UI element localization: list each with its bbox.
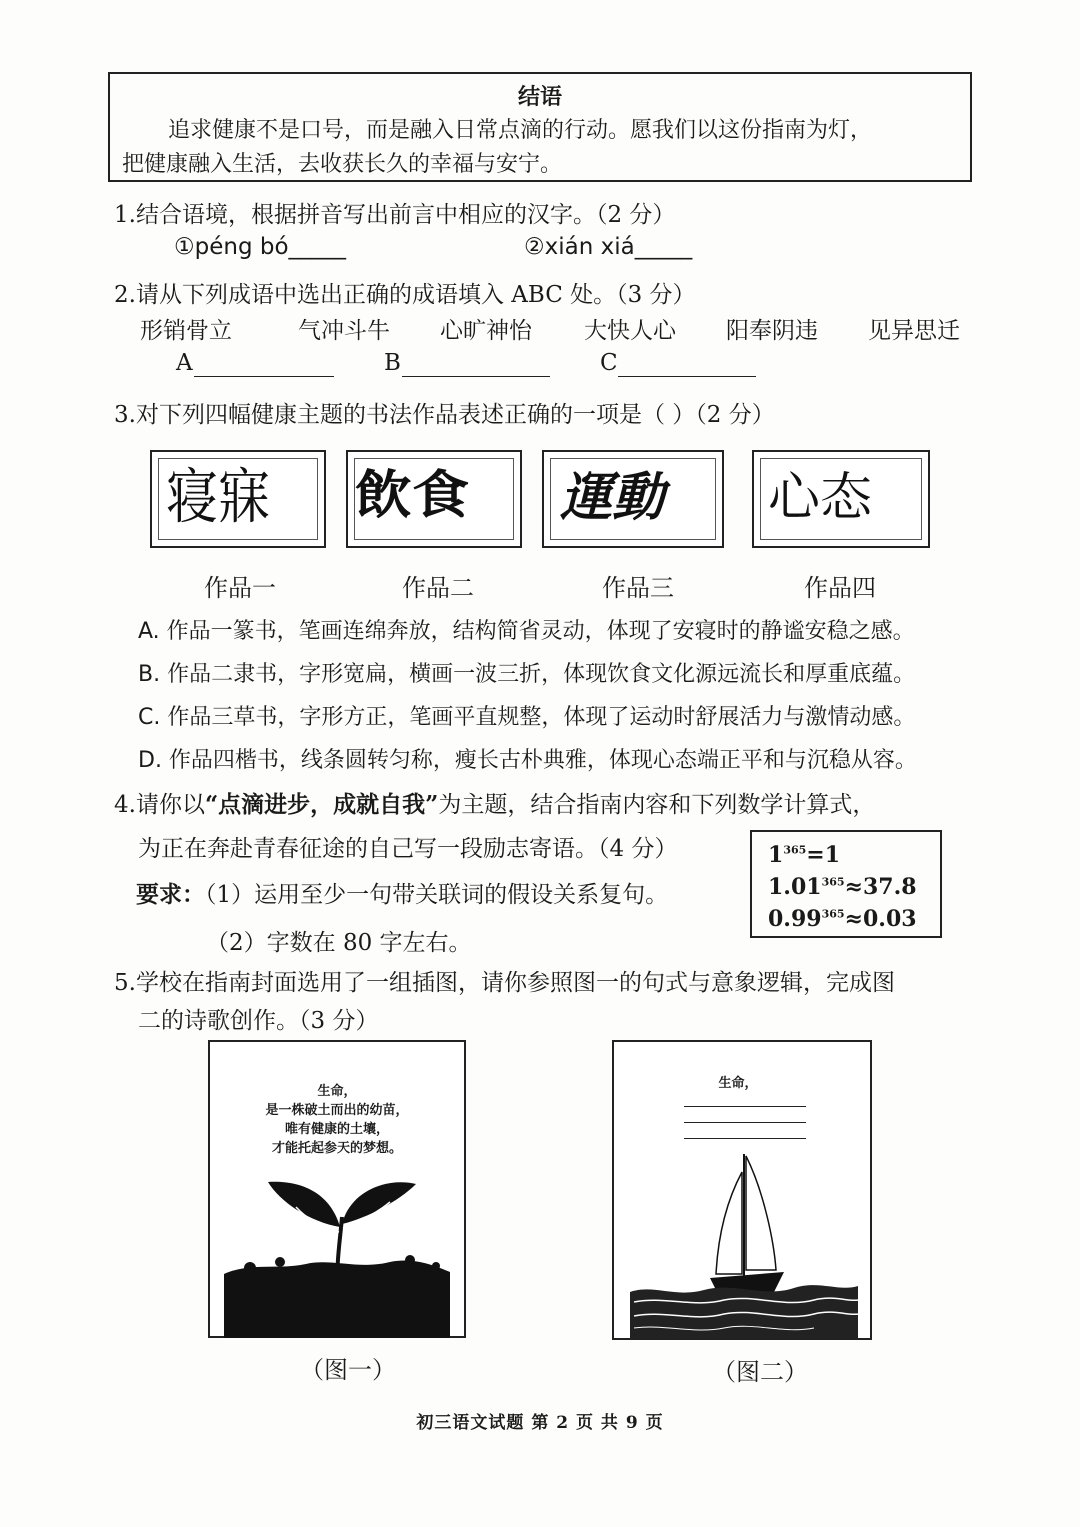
caption-work-2: 作品二 [402, 574, 474, 602]
figure-1-caption: （图一） [300, 1356, 396, 1384]
figure-2 [612, 1040, 872, 1340]
calligraphy-work-1 [150, 450, 326, 548]
question-1-item-2: ②xián xiá_____ [524, 234, 693, 260]
figure-1-poem: 生命， 是一株破土而出的幼苗， 唯有健康的土壤， 才能托起参天的梦想。 [265, 1084, 409, 1156]
conclusion-box [108, 72, 972, 182]
calligraphy-work-4 [752, 450, 930, 548]
question-4-stem: 4.请你以“点滴进步，成就自我”为主题，结合指南内容和下列数学计算式， [114, 791, 876, 818]
caption-work-4: 作品四 [804, 574, 876, 602]
question-2-stem: 2.请从下列成语中选出正确的成语填入 ABC 处。（3 分） [114, 282, 696, 308]
blank-a-line [194, 376, 334, 377]
idiom-1: 形销骨立 [140, 318, 232, 344]
conclusion-line-1: 追求健康不是口号，而是融入日常点滴的行动。愿我们以这份指南为灯， [168, 118, 873, 143]
caption-work-3: 作品三 [602, 574, 674, 602]
idiom-4: 大快人心 [584, 318, 676, 344]
figure-2-caption: （图二） [712, 1358, 808, 1386]
figure-1 [208, 1040, 466, 1338]
question-5-line-1: 5.学校在指南封面选用了一组插图，请你参照图一的句式与意象逻辑，完成图 [114, 970, 895, 996]
question-1-item-1: ①péng bó_____ [174, 234, 347, 260]
option-a: A. 作品一篆书，笔画连绵奔放，结构简省灵动，体现了安寝时的静谧安稳之感。 [138, 619, 915, 644]
figure-2-poem-start: 生命， [718, 1076, 758, 1091]
calligraphy-work-2 [346, 450, 522, 548]
formula-2: $1.01^{365}\approx 37.8$ [768, 874, 917, 900]
idiom-6: 见异思迁 [868, 318, 960, 344]
question-4-requirements: 要求：（1）运用至少一句带关联词的假设关系复句。 [136, 881, 669, 908]
question-4-requirement-2: （2）字数在 80 字左右。 [206, 930, 472, 956]
question-4-theme: “点滴进步，成就自我” [204, 791, 439, 818]
formula-3: $0.99^{365}\approx 0.03$ [768, 906, 917, 932]
question-1-stem: 1.结合语境，根据拼音写出前言中相应的汉字。（2 分） [114, 202, 676, 228]
calligraphy-chars-4: 心态 [768, 468, 873, 528]
blank-a-label: A [176, 350, 193, 376]
conclusion-text [122, 114, 962, 182]
idiom-2: 气冲斗牛 [298, 318, 390, 344]
blank-c-label: C [600, 350, 618, 376]
idiom-3: 心旷神怡 [440, 318, 532, 344]
calligraphy-work-3 [542, 450, 724, 548]
blank-b-line [402, 376, 550, 377]
question-5-line-2: 二的诗歌创作。（3 分） [138, 1008, 379, 1034]
option-c: C. 作品三草书，字形方正，笔画平直规整，体现了运动时舒展活力与激情动感。 [138, 705, 916, 730]
calligraphy-chars-2: 飲食 [354, 465, 470, 526]
blank-c-line [618, 376, 756, 377]
blank-b-label: B [384, 350, 401, 376]
calligraphy-chars-3: 運動 [560, 467, 665, 528]
question-3-stem: 3.对下列四幅健康主题的书法作品表述正确的一项是（ ）（2 分） [114, 402, 775, 428]
conclusion-title: 结语 [517, 84, 562, 110]
option-d: D. 作品四楷书，线条圆转匀称，瘦长古朴典雅，体现心态端正平和与沉稳从容。 [138, 748, 917, 773]
conclusion-line-2: 把健康融入生活，去收获长久的幸福与安宁。 [122, 152, 563, 177]
poem-blank-line-3 [684, 1138, 806, 1139]
math-formula-box [750, 830, 942, 938]
idiom-5: 阳奉阴违 [726, 318, 818, 344]
seedling-illustration [210, 1162, 464, 1338]
question-4-line-2: 为正在奔赴青春征途的自己写一段励志寄语。（4 分） [138, 836, 678, 862]
sailboat-illustration [614, 1142, 870, 1338]
caption-work-1: 作品一 [204, 574, 276, 602]
option-b: B. 作品二隶书，字形宽扁，横画一波三折，体现饮食文化源远流长和厚重底蕴。 [138, 662, 916, 687]
calligraphy-chars-1: 寝寐 [166, 463, 271, 533]
page-footer: 初三语文试题 第 2 页 共 9 页 [416, 1413, 664, 1433]
poem-blank-line-2 [684, 1122, 806, 1123]
formula-1: $1^{365}=1$ [768, 842, 841, 868]
poem-blank-line-1 [684, 1106, 806, 1107]
